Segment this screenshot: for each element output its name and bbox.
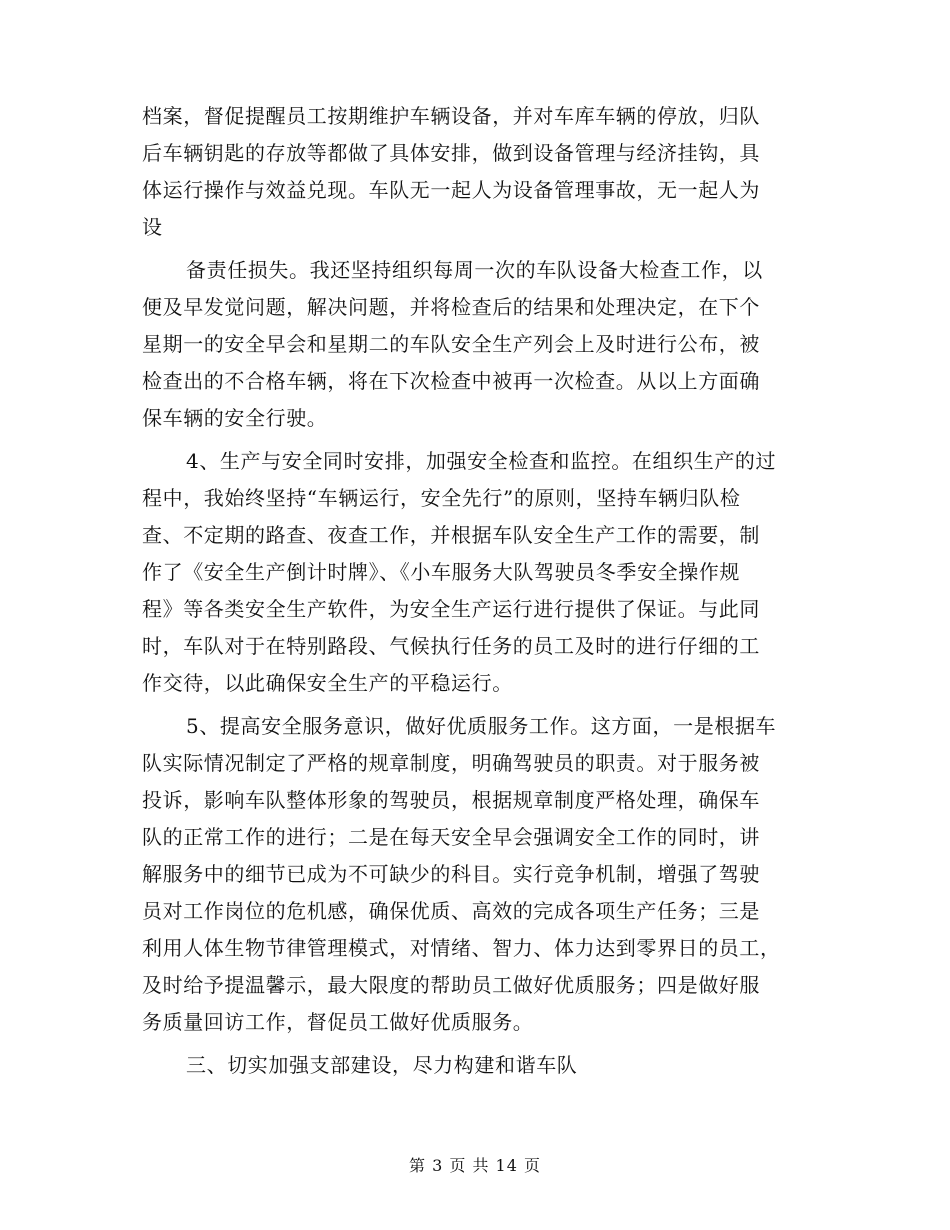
text-line: 后车辆钥匙的存放等都做了具体安排，做到设备管理与经济挂钩，具 [142,141,760,165]
text-line: 查、不定期的路查、夜查工作，并根据车队安全生产工作的需要，制 [142,523,760,547]
text-line: 投诉，影响车队整体形象的驾驶员，根据规章制度严格处理，确保车 [142,788,760,812]
text-line: 体运行操作与效益兑现。车队无一起人为设备管理事故，无一起人为 [142,178,760,202]
text-line: 便及早发觉问题，解决问题，并将检查后的结果和处理决定，在下个 [142,295,760,319]
text-line: 星期一的安全早会和星期二的车队安全生产列会上及时进行公布，被 [142,332,760,356]
text-line: 队的正常工作的进行；二是在每天安全早会强调安全工作的同时，讲 [142,825,760,849]
text-line: 档案，督促提醒员工按期维护车辆设备，并对车库车辆的停放，归队 [142,104,760,128]
text-line: 务质量回访工作，督促员工做好优质服务。 [142,1010,534,1034]
page-number-footer: 第 3 页 共 14 页 [409,1156,541,1175]
text-line: 队实际情况制定了严格的规章制度，明确驾驶员的职责。对于服务被 [142,751,760,775]
paragraph-2 [142,252,812,437]
text-line: 作了《安全生产倒计时牌》、《小车服务大队驾驶员冬季安全操作规 [142,560,740,584]
text-line: 检查出的不合格车辆，将在下次检查中被再一次检查。从以上方面确 [142,369,760,393]
text-line: 解服务中的细节已成为不可缺少的科目。实行竞争机制，增强了驾驶 [142,862,760,886]
text-line: 程中，我始终坚持“车辆运行，安全先行”的原则，坚持车辆归队检 [142,486,741,510]
text-line: 4、生产与安全同时安排，加强安全检查和监控。在组织生产的过 [186,449,777,473]
body-text [142,98,812,1084]
paragraph-4 [142,708,812,1041]
text-line: 程》等各类安全生产软件，为安全生产运行进行提供了保证。与此同 [142,597,760,621]
text-line: 时，车队对于在特别路段、气候执行任务的员工及时的进行仔细的工 [142,634,760,658]
paragraph-3 [142,443,812,702]
paragraph-1 [142,98,812,246]
section-heading [142,1047,812,1084]
text-line: 5、提高安全服务意识，做好优质服务工作。这方面，一是根据车 [186,714,777,738]
text-line: 作交待，以此确保安全生产的平稳运行。 [142,671,513,695]
text-line: 利用人体生物节律管理模式，对情绪、智力、体力达到零界日的员工， [142,936,781,960]
text-line: 设 [142,215,163,239]
text-line: 保车辆的安全行驶。 [142,406,328,430]
text-line: 及时给予提温馨示，最大限度的帮助员工做好优质服务；四是做好服 [142,973,760,997]
heading-line: 三、切实加强支部建设，尽力构建和谐车队 [186,1053,578,1077]
text-line: 备责任损失。我还坚持组织每周一次的车队设备大检查工作，以 [186,258,763,282]
text-line: 员对工作岗位的危机感，确保优质、高效的完成各项生产任务；三是 [142,899,760,923]
